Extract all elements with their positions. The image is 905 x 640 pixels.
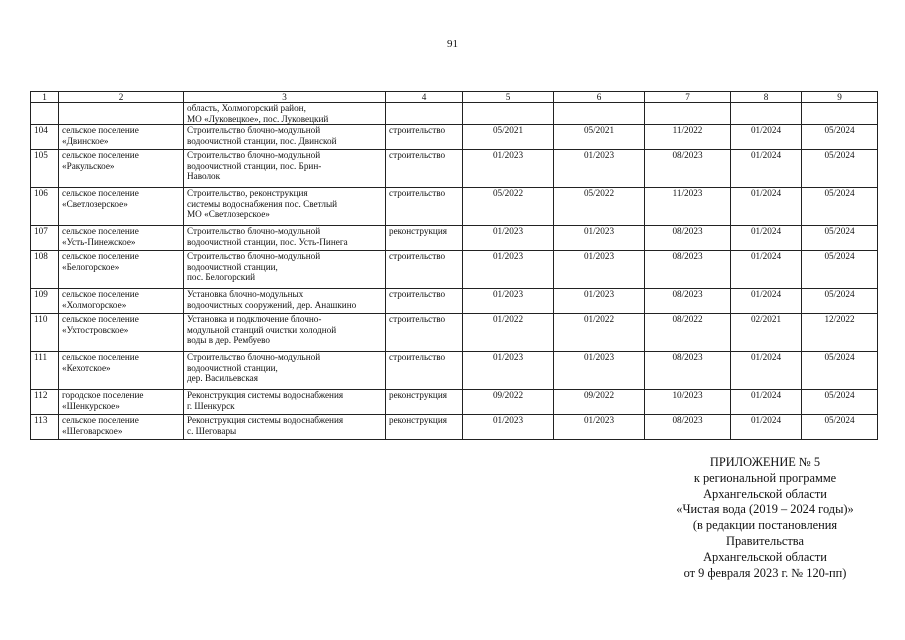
appendix-line: «Чистая вода (2019 – 2024 годы)» <box>676 502 854 517</box>
cell-line: строительство <box>389 289 446 300</box>
date-cell <box>731 314 802 352</box>
cell-line: 10/2023 <box>672 390 703 401</box>
cell-line: водоочистной станции, пос. Двинской <box>187 135 337 146</box>
row-number-cell <box>31 150 59 188</box>
cell-line: сельское поселение <box>62 352 139 363</box>
cell-line: 105 <box>34 150 48 161</box>
cell-line: сельское поселение <box>62 188 139 199</box>
cell-line: водоочистной станции, пос. Брин- <box>187 160 322 171</box>
settlement-cell <box>59 289 184 314</box>
cell-line: 08/2023 <box>672 226 703 237</box>
row-number-cell <box>31 390 59 415</box>
object-cell <box>184 314 386 352</box>
object-cell <box>184 125 386 150</box>
cell-line: Установка блочно-модульных <box>187 289 304 300</box>
work-type-cell <box>386 103 463 125</box>
row-number-cell <box>31 188 59 226</box>
date-cell <box>554 150 645 188</box>
table-header-row <box>31 92 878 103</box>
cell-line: 05/2021 <box>492 125 524 136</box>
date-cell <box>731 150 802 188</box>
settlement-cell <box>59 150 184 188</box>
object-cell <box>184 289 386 314</box>
cell-line: 01/2023 <box>583 226 615 237</box>
work-type-cell <box>386 150 463 188</box>
cell-line: 05/2024 <box>824 125 855 136</box>
settlement-cell <box>59 415 184 440</box>
cell-line: 108 <box>34 251 48 262</box>
cell-line: «Белогорское» <box>62 261 120 272</box>
cell-line: 01/2023 <box>492 226 524 237</box>
table-row <box>31 415 878 440</box>
appendix-block <box>600 455 905 581</box>
cell-line: системы водоснабжения пос. Светлый <box>187 198 338 209</box>
work-type-cell <box>386 390 463 415</box>
row-number-cell <box>31 314 59 352</box>
date-cell <box>463 150 554 188</box>
cell-line: МО «Светлозерское» <box>187 209 270 220</box>
date-cell <box>731 390 802 415</box>
date-cell <box>645 390 731 415</box>
row-number-cell <box>31 125 59 150</box>
settlement-cell <box>59 103 184 125</box>
cell-line: Установка и подключение блочно- <box>187 314 322 325</box>
settlement-cell <box>59 352 184 390</box>
settlement-cell <box>59 390 184 415</box>
cell-line: водоочистной станции, <box>187 362 278 373</box>
cell-line: 05/2024 <box>824 352 855 363</box>
cell-line: 110 <box>34 314 48 325</box>
date-cell <box>731 289 802 314</box>
cell-line: 01/2023 <box>492 415 524 426</box>
cell-line: сельское поселение <box>62 251 139 262</box>
cell-line: 08/2023 <box>672 415 703 426</box>
cell-line: строительство <box>389 352 446 363</box>
cell-line: 01/2023 <box>492 352 524 363</box>
cell-line: 11/2022 <box>672 125 703 136</box>
object-cell <box>184 188 386 226</box>
cell-line: 01/2024 <box>750 188 782 199</box>
cell-line: строительство <box>389 150 446 161</box>
appendix-line: Правительства <box>726 533 804 548</box>
header-cell: 1 <box>31 92 59 103</box>
date-cell <box>645 289 731 314</box>
table-row <box>31 150 878 188</box>
cell-line: Строительство блочно-модульной <box>187 226 321 237</box>
object-cell <box>184 103 386 125</box>
cell-line: «Светлозерское» <box>62 198 128 209</box>
date-cell <box>802 251 878 289</box>
date-cell <box>554 251 645 289</box>
date-cell <box>554 226 645 251</box>
header-cell: 3 <box>184 92 386 103</box>
date-cell <box>463 415 554 440</box>
cell-line: 05/2024 <box>824 251 855 262</box>
cell-line: 01/2023 <box>583 415 615 426</box>
date-cell <box>554 415 645 440</box>
cell-line: 01/2022 <box>492 314 524 325</box>
cell-line: 01/2023 <box>492 251 524 262</box>
date-cell <box>554 125 645 150</box>
cell-line: «Ухтостровское» <box>62 324 129 335</box>
cell-line: Строительство, реконструкция <box>187 188 308 199</box>
cell-line: водоочистных сооружений, дер. Анашкино <box>187 299 357 310</box>
cell-line: 12/2022 <box>824 314 855 325</box>
date-cell <box>731 352 802 390</box>
header-cell: 8 <box>731 92 802 103</box>
row-number-cell <box>31 415 59 440</box>
appendix-line: ПРИЛОЖЕНИЕ № 5 <box>709 455 821 469</box>
cell-line: 01/2023 <box>583 251 615 262</box>
cell-line: 08/2023 <box>672 251 703 262</box>
cell-line: сельское поселение <box>62 226 139 237</box>
row-number-cell <box>31 103 59 125</box>
date-cell <box>645 125 731 150</box>
table-body <box>31 103 878 440</box>
date-cell <box>463 352 554 390</box>
date-cell <box>731 188 802 226</box>
cell-line: «Холмогорское» <box>62 299 127 310</box>
cell-line: сельское поселение <box>62 289 139 300</box>
row-number-cell <box>31 226 59 251</box>
date-cell <box>802 125 878 150</box>
cell-line: «Шеговарское» <box>62 425 123 436</box>
cell-line: Реконструкция системы водоснабжения <box>187 415 344 426</box>
cell-line: 01/2024 <box>750 150 782 161</box>
cell-line: 09/2022 <box>492 390 524 401</box>
cell-line: 104 <box>34 125 48 136</box>
appendix-line: Архангельской области <box>703 549 827 564</box>
cell-line: 05/2024 <box>824 415 855 426</box>
row-number-cell <box>31 352 59 390</box>
date-cell <box>554 103 645 125</box>
cell-line: г. Шенкурск <box>187 400 235 411</box>
table-row <box>31 226 878 251</box>
cell-line: 05/2024 <box>824 188 855 199</box>
settlement-cell <box>59 125 184 150</box>
object-cell <box>184 390 386 415</box>
cell-line: Строительство блочно-модульной <box>187 352 321 363</box>
cell-line: сельское поселение <box>62 125 139 136</box>
work-type-cell <box>386 226 463 251</box>
appendix-line: к региональной программе <box>693 470 837 485</box>
cell-line: Строительство блочно-модульной <box>187 251 321 262</box>
table-row <box>31 289 878 314</box>
cell-line: пос. Белогорский <box>187 272 256 283</box>
object-cell <box>184 415 386 440</box>
cell-line: 109 <box>34 289 48 300</box>
cell-line: городское поселение <box>62 390 144 401</box>
date-cell <box>645 150 731 188</box>
cell-line: 01/2023 <box>492 150 524 161</box>
cell-line: водоочистной станции, пос. Усть-Пинега <box>187 236 348 247</box>
cell-line: «Ракульское» <box>62 160 115 171</box>
cell-line: 01/2022 <box>583 314 615 325</box>
table-row <box>31 188 878 226</box>
cell-line: 01/2023 <box>583 289 615 300</box>
page-number: 91 <box>447 38 458 50</box>
row-number-cell <box>31 251 59 289</box>
object-cell <box>184 150 386 188</box>
date-cell <box>554 188 645 226</box>
cell-line: 05/2024 <box>824 226 855 237</box>
cell-line: 113 <box>34 415 48 426</box>
cell-line: реконструкция <box>389 415 447 426</box>
header-cell: 7 <box>645 92 731 103</box>
work-type-cell <box>386 251 463 289</box>
date-cell <box>554 314 645 352</box>
cell-line: 111 <box>34 352 48 363</box>
work-type-cell <box>386 188 463 226</box>
cell-line: 01/2023 <box>492 289 524 300</box>
cell-line: 11/2023 <box>672 188 703 199</box>
cell-line: 01/2023 <box>583 352 615 363</box>
cell-line: с. Шеговары <box>187 425 237 436</box>
date-cell <box>463 125 554 150</box>
date-cell <box>802 188 878 226</box>
cell-line: модульной станций очистки холодной <box>187 324 337 335</box>
cell-line: 05/2022 <box>583 188 615 199</box>
date-cell <box>645 352 731 390</box>
cell-line: 106 <box>34 188 48 199</box>
date-cell <box>554 352 645 390</box>
date-cell <box>463 103 554 125</box>
settlement-cell <box>59 251 184 289</box>
cell-line: «Кехотское» <box>62 362 111 373</box>
cell-line: 01/2024 <box>750 289 782 300</box>
cell-line: Строительство блочно-модульной <box>187 150 321 161</box>
header-cell: 4 <box>386 92 463 103</box>
cell-line: 08/2023 <box>672 150 703 161</box>
object-cell <box>184 251 386 289</box>
cell-line: МО «Луковецкое», пос. Луковецкий <box>187 113 329 124</box>
cell-line: сельское поселение <box>62 150 139 161</box>
settlement-cell <box>59 226 184 251</box>
header-cell: 9 <box>802 92 878 103</box>
cell-line: 05/2024 <box>824 390 855 401</box>
cell-line: 107 <box>34 226 48 237</box>
date-cell <box>463 314 554 352</box>
header-cell: 5 <box>463 92 554 103</box>
date-cell <box>802 314 878 352</box>
date-cell <box>802 226 878 251</box>
cell-line: строительство <box>389 188 446 199</box>
date-cell <box>731 251 802 289</box>
date-cell <box>554 390 645 415</box>
settlement-cell <box>59 188 184 226</box>
table-row <box>31 103 878 125</box>
date-cell <box>463 226 554 251</box>
date-cell <box>645 314 731 352</box>
cell-line: водоочистной станции, <box>187 261 278 272</box>
cell-line: 01/2024 <box>750 251 782 262</box>
row-number-cell <box>31 289 59 314</box>
settlement-cell <box>59 314 184 352</box>
cell-line: 01/2023 <box>583 150 615 161</box>
cell-line: 02/2021 <box>750 314 782 325</box>
date-cell <box>731 226 802 251</box>
cell-line: «Двинское» <box>62 135 109 146</box>
table-row <box>31 352 878 390</box>
object-cell <box>184 226 386 251</box>
cell-line: 01/2024 <box>750 226 782 237</box>
header-cell: 6 <box>554 92 645 103</box>
cell-line: воды в дер. Рембуево <box>187 335 270 346</box>
date-cell <box>554 289 645 314</box>
cell-line: дер. Васильевская <box>187 373 258 384</box>
date-cell <box>645 251 731 289</box>
date-cell <box>463 289 554 314</box>
date-cell <box>802 352 878 390</box>
cell-line: 01/2024 <box>750 415 782 426</box>
date-cell <box>731 103 802 125</box>
cell-line: 05/2022 <box>492 188 524 199</box>
cell-line: 01/2024 <box>750 352 782 363</box>
cell-line: 05/2024 <box>824 289 855 300</box>
date-cell <box>731 125 802 150</box>
cell-line: 09/2022 <box>583 390 615 401</box>
cell-line: 112 <box>34 390 48 401</box>
date-cell <box>463 390 554 415</box>
cell-line: область, Холмогорский район, <box>187 103 306 113</box>
appendix-line: (в редакции постановления <box>692 518 838 533</box>
cell-line: 01/2024 <box>750 390 782 401</box>
cell-line: строительство <box>389 314 446 325</box>
cell-line: Наволок <box>187 171 221 182</box>
date-cell <box>802 103 878 125</box>
date-cell <box>731 415 802 440</box>
cell-line: 08/2023 <box>672 289 703 300</box>
date-cell <box>802 415 878 440</box>
cell-line: Реконструкция системы водоснабжения <box>187 390 344 401</box>
table-row <box>31 314 878 352</box>
date-cell <box>463 188 554 226</box>
date-cell <box>645 188 731 226</box>
date-cell <box>802 390 878 415</box>
work-type-cell <box>386 314 463 352</box>
date-cell <box>645 415 731 440</box>
date-cell <box>645 103 731 125</box>
date-cell <box>802 289 878 314</box>
date-cell <box>463 251 554 289</box>
cell-line: 01/2024 <box>750 125 782 136</box>
cell-line: реконструкция <box>389 390 447 401</box>
cell-line: сельское поселение <box>62 314 139 325</box>
water-program-table <box>30 91 878 440</box>
cell-line: 05/2021 <box>583 125 615 136</box>
cell-line: 08/2023 <box>672 352 703 363</box>
cell-line: 05/2024 <box>824 150 855 161</box>
object-cell <box>184 352 386 390</box>
work-type-cell <box>386 415 463 440</box>
work-type-cell <box>386 125 463 150</box>
date-cell <box>802 150 878 188</box>
header-cell: 2 <box>59 92 184 103</box>
cell-line: 08/2022 <box>672 314 703 325</box>
work-type-cell <box>386 289 463 314</box>
cell-line: строительство <box>389 251 446 262</box>
cell-line: Строительство блочно-модульной <box>187 125 321 136</box>
work-type-cell <box>386 352 463 390</box>
cell-line: реконструкция <box>389 226 447 237</box>
table-row <box>31 251 878 289</box>
date-cell <box>645 226 731 251</box>
table-row <box>31 390 878 415</box>
cell-line: «Усть-Пинежское» <box>62 236 136 247</box>
cell-line: сельское поселение <box>62 415 139 426</box>
cell-line: строительство <box>389 125 446 136</box>
appendix-line: от 9 февраля 2023 г. № 120-пп) <box>683 565 847 580</box>
table-row <box>31 125 878 150</box>
appendix-line: Архангельской области <box>703 486 827 501</box>
cell-line: «Шенкурское» <box>62 400 120 411</box>
